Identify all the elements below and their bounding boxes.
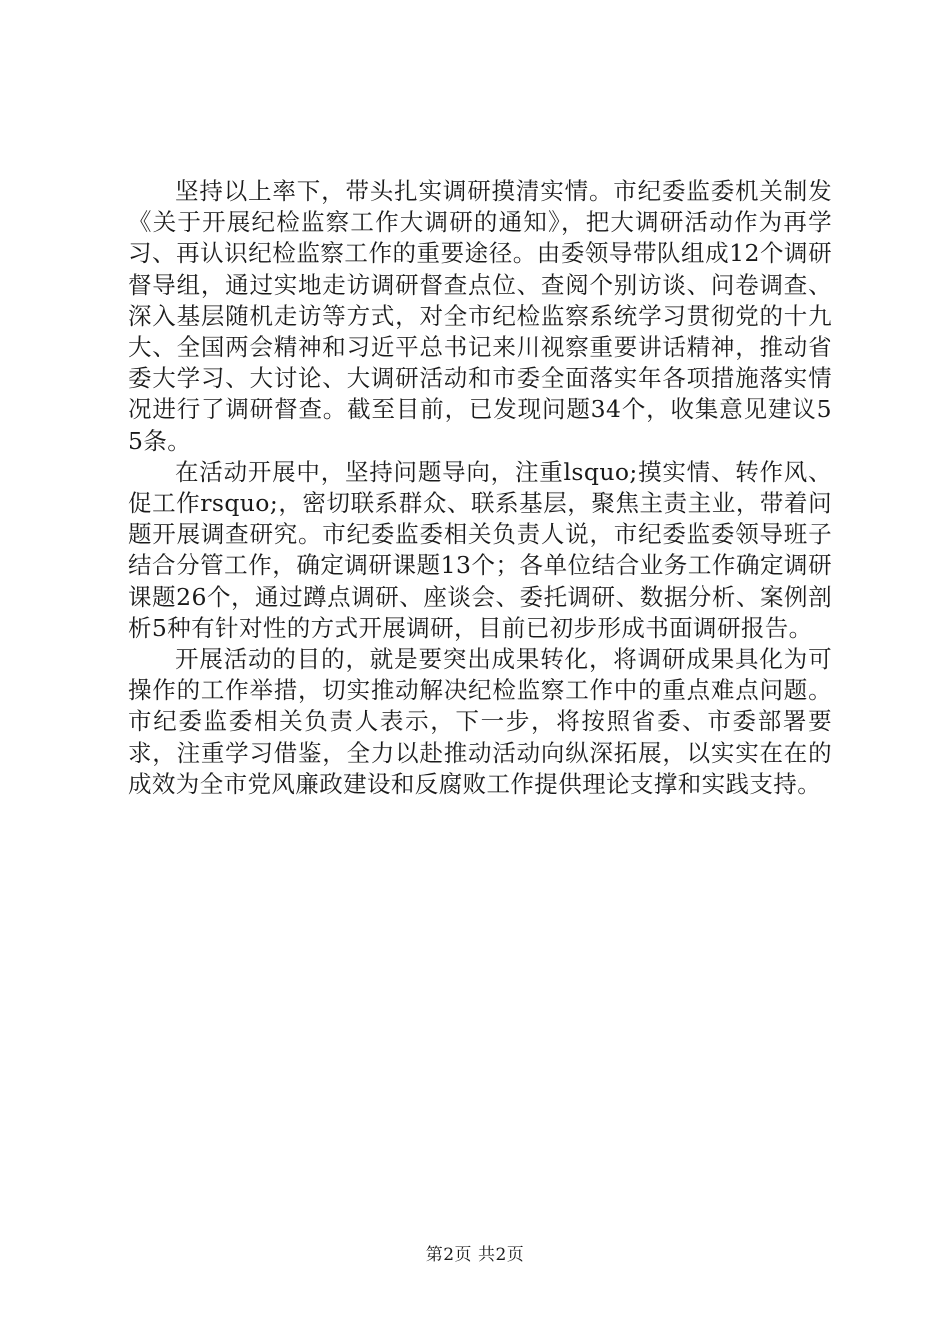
paragraph-3: 开展活动的目的，就是要突出成果转化，将调研成果具化为可操作的工作举措，切实推动解决纪检监察工作中的重点难点问题。市纪委监委相关负责人表示，下一步，将按照省委、市委部署要求，注重学习借鉴，全力以赴推动活动向纵深拓展，以实实在在的成效为全市党风廉政建设和反腐败工作提供理论支撑和实践支持。: [128, 645, 832, 798]
page-footer: 第2页 共2页: [425, 1245, 525, 1265]
paragraph-1: 坚持以上率下，带头扎实调研摸清实情。市纪委监委机关制发《关于开展纪检监察工作大调研的通知》，把大调研活动作为再学习、再认识纪检监察工作的重要途径。由委领导带队组成12个调研督导组，通过实地走访调研督查点位、查阅个别访谈、问卷调查、深入基层随机走访等方式，对全市纪检监察系统学习贯彻党的十九大、全国两会精神和习近平总书记来川视察重要讲话精神，推动省委大学习、大讨论、大调研活动和市委全面落实年各项措施落实情况进行了调研督查。截至目前，已发现问题34个，收集意见建议55条。: [128, 177, 832, 455]
paragraph-2: 在活动开展中，坚持问题导向，注重lsquo;摸实情、转作风、促工作rsquo;，密切联系群众、联系基层，聚焦主责主业，带着问题开展调查研究。市纪委监委相关负责人说，市纪委监委领导班子结合分管工作，确定调研课题13个；各单位结合业务工作确定调研课题26个，通过蹲点调研、座谈会、委托调研、数据分析、案例剖析5种有针对性的方式开展调研，目前已初步形成书面调研报告。: [128, 457, 832, 642]
document-body: [128, 176, 832, 800]
